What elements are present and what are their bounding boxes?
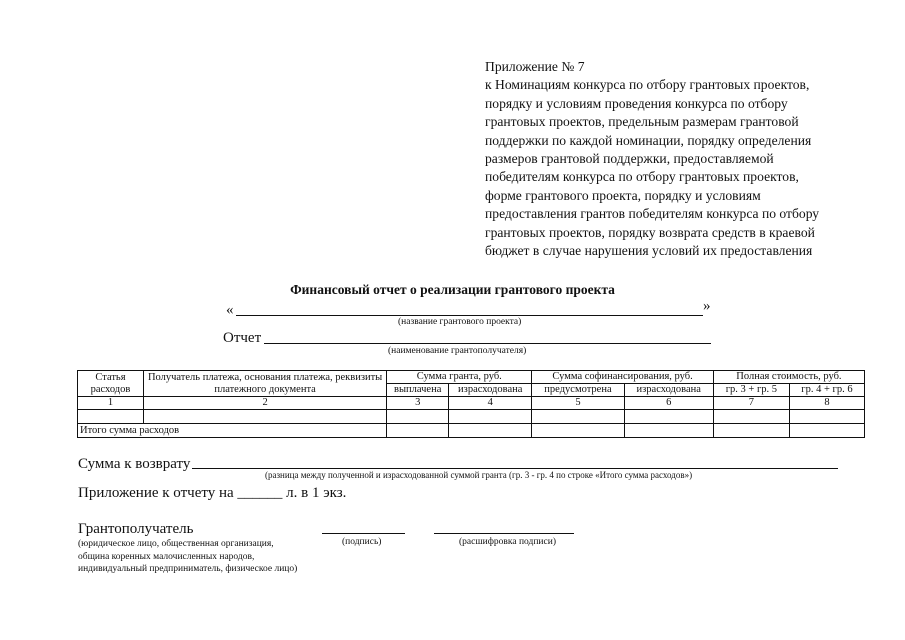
signature-decode-line — [434, 533, 574, 534]
attachment-suffix: л. в 1 экз. — [286, 485, 347, 501]
appendix-line: форме грантового проекта, порядку и условиям — [485, 187, 761, 203]
signature-note-line: (юридическое лицо, общественная организация, — [78, 539, 274, 549]
empty-cell — [713, 424, 789, 438]
appendix-line: бюджет в случае нарушения условий их предоставления — [485, 243, 813, 259]
header-grant-sum: Сумма гранта, руб. — [387, 371, 532, 384]
signature-note — [78, 538, 297, 576]
signature-decode-caption: (расшифровка подписи) — [459, 537, 556, 547]
signature-label: Грантополучатель — [78, 521, 194, 537]
header-payee: Получатель платежа, основания платежа, реквизиты платежного документа — [143, 371, 386, 397]
column-number: 4 — [449, 397, 532, 410]
empty-cell — [78, 410, 144, 424]
empty-cell — [624, 424, 713, 438]
subheader-planned: предусмотрена — [532, 384, 624, 397]
column-number: 7 — [713, 397, 789, 410]
appendix-line: к Номинациям конкурса по отбору грантовых проектов, — [485, 77, 810, 93]
refund-line — [192, 468, 838, 469]
column-number: 1 — [78, 397, 144, 410]
appendix-line: порядку и условиям проведения конкурса по отбору — [485, 95, 788, 111]
empty-cell — [387, 424, 449, 438]
refund-label: Сумма к возврату — [78, 456, 191, 472]
signature-note-line: община коренных малочисленных народов, — [78, 551, 255, 562]
empty-cell — [449, 424, 532, 438]
recipient-line — [264, 343, 711, 344]
attachment-text — [78, 485, 346, 502]
empty-cell — [387, 410, 449, 424]
refund-caption: (разница между полученной и израсходованной суммой гранта (гр. 3 - гр. 4 по строке «Итого сумма расходов») — [265, 470, 693, 480]
empty-cell — [449, 410, 532, 424]
subheader-formula-2: гр. 4 + гр. 6 — [789, 384, 864, 397]
signature-line — [322, 533, 405, 534]
signature-note-line: индивидуальный предприниматель, физическое лицо) — [78, 564, 298, 574]
header-article: Статья расходов — [78, 371, 144, 397]
column-number: 3 — [387, 397, 449, 410]
appendix-line: поддержки по каждой номинации, порядку определения — [485, 132, 812, 148]
appendix-line: победителям конкурса по отбору грантовых проектов, — [485, 169, 799, 185]
project-name-caption: (название грантового проекта) — [398, 317, 522, 327]
recipient-caption: (наименование грантополучателя) — [388, 346, 527, 356]
empty-cell — [532, 424, 624, 438]
empty-cell — [713, 410, 789, 424]
header-full-cost: Полная стоимость, руб. — [713, 371, 864, 384]
empty-cell — [532, 410, 624, 424]
attachment-blank: ______ — [237, 485, 283, 501]
report-label: Отчет — [223, 330, 262, 346]
appendix-line: предоставления грантов победителям конкурса по отбору — [485, 206, 820, 222]
appendix-line: Приложение № 7 — [485, 59, 585, 74]
table-row — [78, 410, 865, 424]
attachment-prefix: Приложение к отчету на — [78, 485, 234, 501]
empty-cell — [789, 424, 864, 438]
subheader-paid: выплачена — [387, 384, 449, 397]
appendix-block — [485, 58, 885, 260]
column-number: 6 — [624, 397, 713, 410]
header-cofinancing-sum: Сумма софинансирования, руб. — [532, 371, 714, 384]
subheader-formula-1: гр. 3 + гр. 5 — [713, 384, 789, 397]
empty-cell — [143, 410, 386, 424]
report-title: Финансовый отчет о реализации грантового проекта — [290, 282, 615, 297]
quote-open: « — [226, 302, 234, 318]
appendix-line: размеров грантовой поддержки, предоставляемой — [485, 151, 774, 167]
quote-close: » — [703, 298, 711, 314]
total-row — [78, 424, 865, 438]
project-name-line — [236, 315, 703, 316]
column-number: 8 — [789, 397, 864, 410]
subheader-spent-cofinancing: израсходована — [624, 384, 713, 397]
appendix-line: грантовых проектов, предельным размерам грантовой — [485, 114, 799, 130]
empty-cell — [789, 410, 864, 424]
financial-table — [77, 370, 865, 438]
empty-cell — [624, 410, 713, 424]
signature-caption: (подпись) — [342, 537, 382, 547]
total-label: Итого сумма расходов — [78, 424, 387, 438]
column-number: 5 — [532, 397, 624, 410]
column-number: 2 — [143, 397, 386, 410]
subheader-spent: израсходована — [449, 384, 532, 397]
appendix-line: грантовых проектов, порядку возврата средств в краевой — [485, 224, 815, 240]
